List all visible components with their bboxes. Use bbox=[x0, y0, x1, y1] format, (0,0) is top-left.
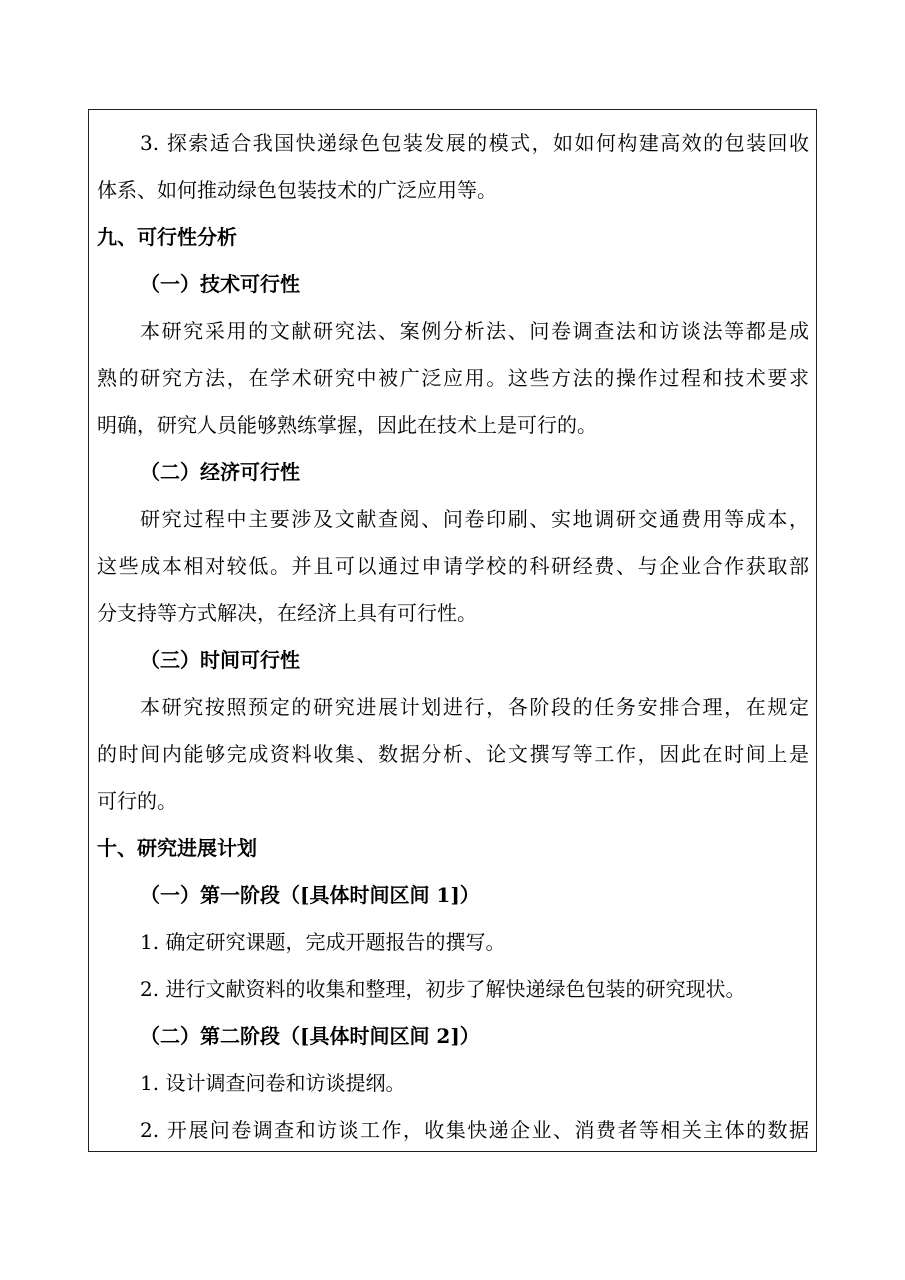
section-heading: （一）第一阶段（[具体时间区间 1]） bbox=[140, 883, 480, 907]
text-line: 1. 设计调查问卷和访谈提纲。 bbox=[140, 1071, 406, 1095]
text-line: 3. 探索适合我国快递绿色包装发展的模式，如如何构建高效的包装回收 bbox=[140, 131, 809, 155]
section-heading: （二）第二阶段（[具体时间区间 2]） bbox=[140, 1024, 480, 1048]
text-line: 2. 开展问卷调查和访谈工作，收集快递企业、消费者等相关主体的数据 bbox=[140, 1118, 809, 1142]
section-heading: 九、可行性分析 bbox=[97, 225, 237, 249]
section-heading: （二）经济可行性 bbox=[140, 460, 300, 484]
document-table-cell bbox=[88, 109, 817, 1152]
text-line: 分支持等方式解决，在经济上具有可行性。 bbox=[97, 601, 477, 625]
text-line: 明确，研究人员能够熟练掌握，因此在技术上是可行的。 bbox=[97, 413, 597, 437]
text-line: 可行的。 bbox=[97, 789, 177, 813]
text-line: 熟的研究方法，在学术研究中被广泛应用。这些方法的操作过程和技术要求 bbox=[97, 366, 809, 390]
text-line: 本研究采用的文献研究法、案例分析法、问卷调查法和访谈法等都是成 bbox=[140, 319, 809, 343]
text-line: 研究过程中主要涉及文献查阅、问卷印刷、实地调研交通费用等成本， bbox=[140, 507, 809, 531]
text-line: 2. 进行文献资料的收集和整理，初步了解快递绿色包装的研究现状。 bbox=[140, 977, 746, 1001]
text-line: 本研究按照预定的研究进展计划进行，各阶段的任务安排合理，在规定 bbox=[140, 695, 809, 719]
section-heading: （一）技术可行性 bbox=[140, 272, 300, 296]
section-heading: 十、研究进展计划 bbox=[97, 836, 257, 860]
section-heading: （三）时间可行性 bbox=[140, 648, 300, 672]
text-line: 的时间内能够完成资料收集、数据分析、论文撰写等工作，因此在时间上是 bbox=[97, 742, 809, 766]
document-body bbox=[97, 120, 809, 1152]
text-line: 1. 确定研究课题，完成开题报告的撰写。 bbox=[140, 930, 506, 954]
text-line: 这些成本相对较低。并且可以通过申请学校的科研经费、与企业合作获取部 bbox=[97, 554, 809, 578]
text-line: 体系、如何推动绿色包装技术的广泛应用等。 bbox=[97, 178, 497, 202]
